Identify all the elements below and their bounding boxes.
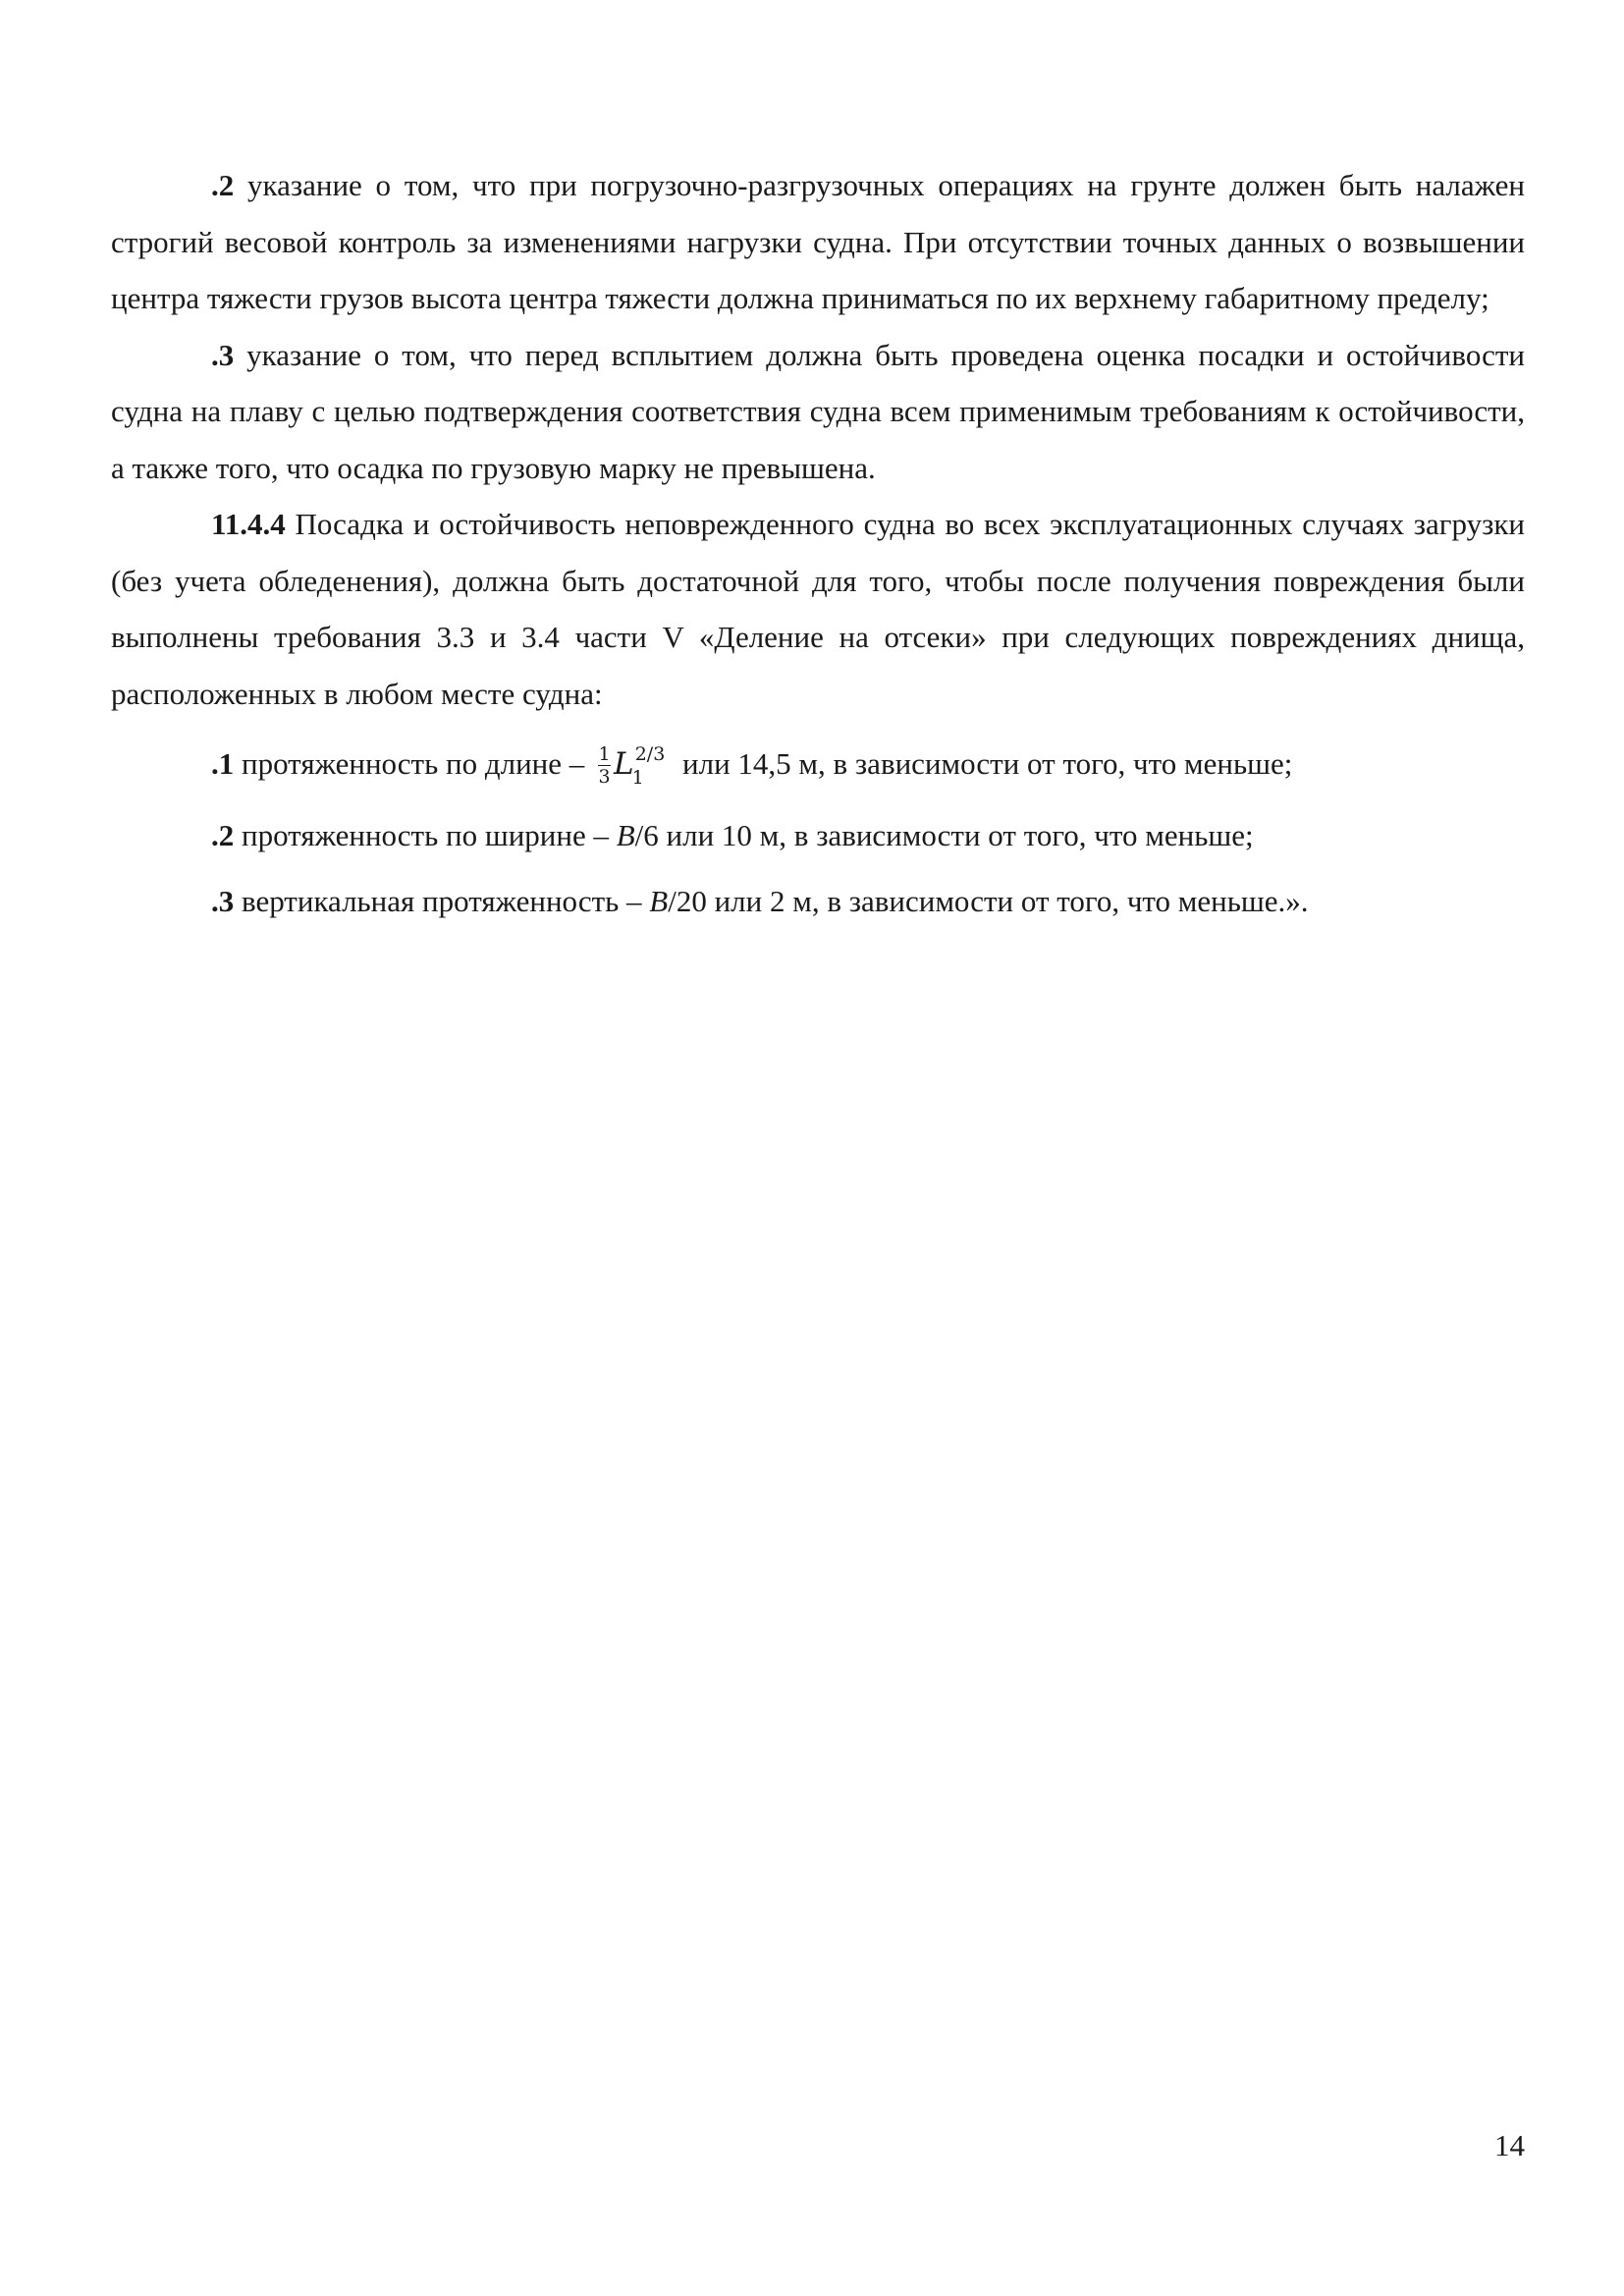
fraction-one-third [598,744,611,788]
list-item-text-after: или 14,5 м, в зависимости от того, что меньше; [675,746,1293,781]
paragraph-text: указание о том, что перед всплытием должна быть проведена оценка посадки и остойчивости судна на плаву с целью подтверждения соответствия судна всем применимым требованиям к остойчивости, а также того, что осадка по грузовую марку не превышена. [111,337,1525,485]
document-body [111,157,1525,930]
list-item-text-after: /20 или 2 м, в зависимости от того, что меньше.». [668,884,1309,919]
fraction-denominator: 3 [598,766,611,789]
length-formula [598,737,665,797]
paragraph-item-3-stability-assessment [111,327,1525,497]
paragraph-section-11-4-4 [111,496,1525,722]
list-item-number: .2 [211,817,235,852]
paragraph-item-2-weight-control [111,157,1525,327]
list-item-number: .3 [211,884,235,919]
list-item-text-before: протяженность по ширине – [234,817,617,852]
item-number: .2 [211,168,235,202]
paragraph-text: Посадка и остойчивость неповрежденного судна во всех эксплуатационных случаях загрузки (без учета обледенения), должна быть достаточной для того, чтобы после получения повреждения были выполнены требования 3.3 и 3.4 части V «Деление на отсеки» при следующих повреждениях днища, расположенных в любом месте судна: [111,507,1525,711]
length-subscript: 1 [631,767,644,790]
length-symbol: L [614,746,634,783]
list-item-width-extent [111,807,1525,864]
breadth-symbol: B [649,884,669,919]
paragraph-text: указание о том, что при погрузочно-разгрузочных операциях на грунте должен быть налажен строгий весовой контроль за изменениями нагрузки судна. При отсутствии точных данных о возвышении центра тяжести грузов высота центра тяжести должна приниматься по их верхнему габаритному пределу; [111,168,1525,315]
list-item-text-after: /6 или 10 м, в зависимости от того, что меньше; [634,817,1254,852]
item-number: .3 [211,337,235,372]
list-item-number: .1 [211,746,235,781]
list-item-text-before: вертикальная протяженность – [234,884,650,919]
list-item-text-before: протяженность по длине – [234,746,593,781]
section-number: 11.4.4 [211,507,286,541]
length-exponent: 2/3 [634,743,666,766]
list-item-length-extent [111,736,1525,797]
page-number: 14 [1494,2128,1525,2162]
fraction-numerator: 1 [598,742,611,765]
list-item-vertical-extent [111,873,1525,930]
breadth-symbol: B [616,817,635,852]
